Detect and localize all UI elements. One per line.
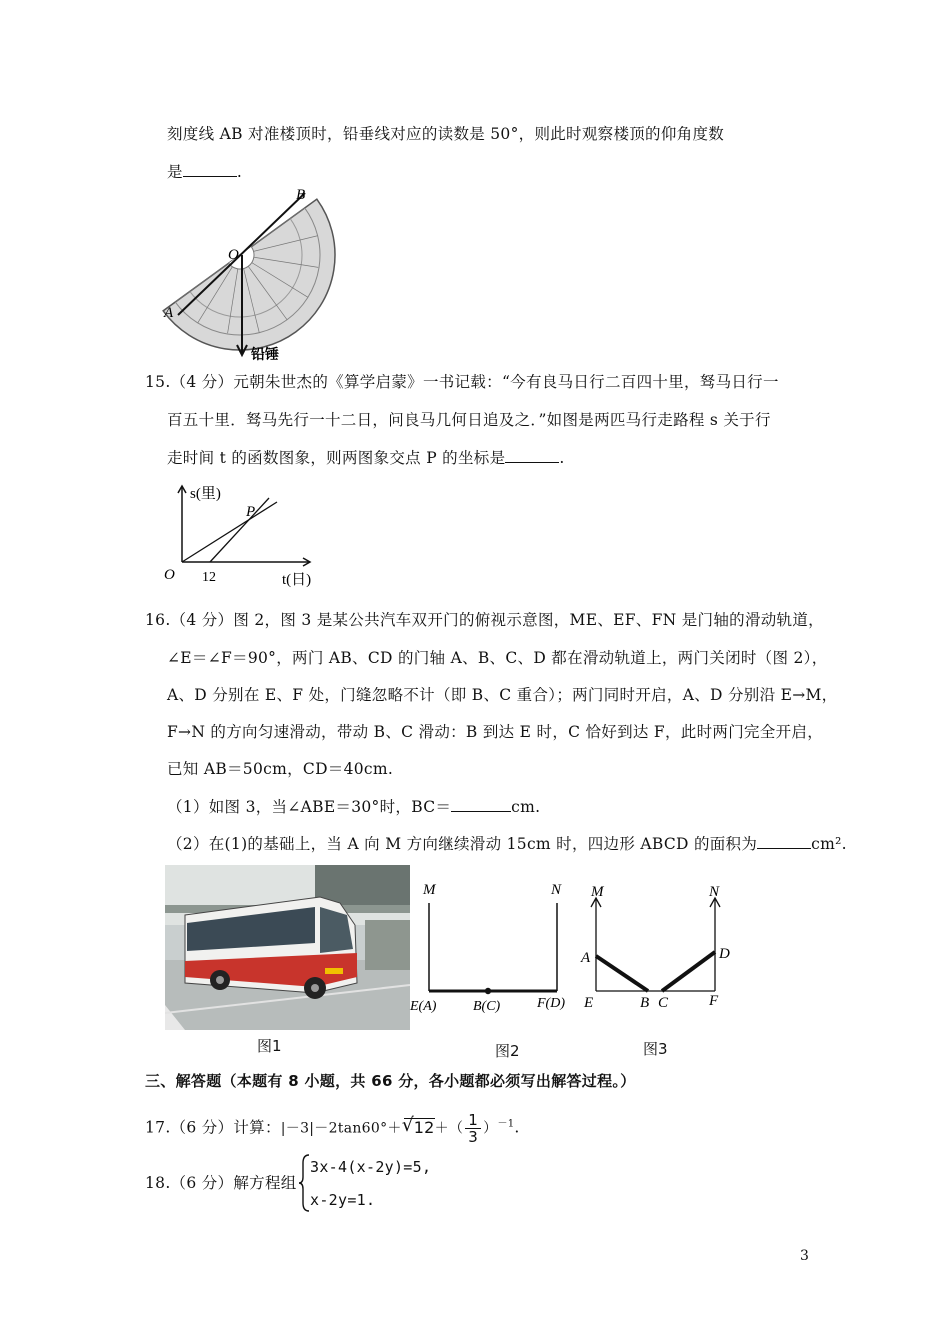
q16-text-line1: 16.（4 分）图 2，图 3 是某公共汽车双开门的俯视示意图，ME、EF、FN 是门轴的滑动轨道， <box>145 611 824 629</box>
q17-plus-paren: ＋（ <box>434 1120 464 1137</box>
q16-sub1-blank[interactable] <box>451 797 511 812</box>
fig3-B: B <box>640 995 650 1011</box>
q15-x-label: t(日) <box>282 572 312 588</box>
caption-fig1: 图1 <box>257 1037 282 1055</box>
q14-label-B: B <box>296 187 306 203</box>
q18-prefix: 18.（6 分）解方程组 <box>145 1174 297 1192</box>
bus-photo <box>165 865 410 1030</box>
figure-3-diagram <box>578 880 738 1015</box>
section-3-heading: 三、解答题（本题有 8 小题，共 66 分，各小题都必须写出解答过程。） <box>145 1072 636 1090</box>
door-CD <box>662 952 715 991</box>
q16-sub2-blank[interactable] <box>757 834 811 849</box>
q15-text-line2: 百五十里．驽马先行一十二日，问良马几何日追及之．”如图是两匹马行走路程 s 关于行 <box>167 411 771 429</box>
q17 <box>145 1112 520 1146</box>
q17-exponent: －1 <box>497 1118 515 1130</box>
q16-sub2-suffix: cm². <box>811 835 847 853</box>
fig2-M: M <box>423 882 436 898</box>
q15-y-label: s(里) <box>190 486 221 502</box>
q16-text-line5: 已知 AB＝50cm，CD＝40cm. <box>167 760 394 778</box>
fig3-E: E <box>584 995 594 1011</box>
q14-text-line2 <box>167 162 242 182</box>
q15-text-line3 <box>167 448 565 468</box>
q14-label-O: O <box>228 247 239 263</box>
q15-suffix: . <box>559 449 565 467</box>
fig2-EA: E(A) <box>410 999 437 1014</box>
q14-prefix: 是 <box>167 163 183 181</box>
fig3-D: D <box>719 946 730 962</box>
fig3-A: A <box>581 950 591 966</box>
fig3-M: M <box>591 884 604 900</box>
fig2-BC: B(C) <box>473 999 501 1014</box>
q14-suffix: . <box>236 163 243 181</box>
fig3-N: N <box>709 884 720 900</box>
sqrt-12 <box>401 1113 435 1137</box>
q17-expr: |－3|－2tan60°＋ <box>280 1120 402 1137</box>
q14-label-A: A <box>164 305 174 321</box>
q15-function-graph <box>160 478 330 590</box>
protractor-figure <box>160 185 340 365</box>
frac-num: 1 <box>465 1112 481 1129</box>
q18-eq2: x-2y=1. <box>310 1191 376 1209</box>
q17-prefix: 17.（6 分）计算： <box>145 1118 281 1137</box>
fig3-F: F <box>709 993 719 1009</box>
q15-prefix: 走时间 t 的函数图象，则两图象交点 P 的坐标是 <box>167 449 506 467</box>
fig2-FD: F(D) <box>537 996 565 1011</box>
q17-end: . <box>514 1118 520 1137</box>
q16-text-line3: A、D 分别在 E、F 处，门缝忽略不计（即 B、C 重合）；两门同时开启，A、D 分别沿 E→M， <box>167 686 838 704</box>
q17-close: ） <box>483 1120 498 1137</box>
fraction-1-3 <box>465 1112 481 1145</box>
q14-answer-blank[interactable] <box>183 162 237 177</box>
fig2-N: N <box>551 882 562 898</box>
q16-sub1 <box>167 797 540 817</box>
fast-horse-line <box>210 498 269 562</box>
caption-fig2: 图2 <box>495 1042 520 1060</box>
fig3-C: C <box>658 995 669 1011</box>
q16-sub1-prefix: （1）如图 3，当∠ABE＝30°时，BC＝ <box>167 798 452 816</box>
q15-point-P: P <box>246 504 256 520</box>
sqrt-radical-icon: √ <box>401 1113 415 1136</box>
point-BC <box>485 988 491 994</box>
q15-answer-blank[interactable] <box>505 448 559 463</box>
door-AB <box>596 956 648 991</box>
brace-icon <box>298 1153 310 1213</box>
caption-fig3: 图3 <box>643 1040 668 1058</box>
radicand: 12 <box>413 1117 435 1137</box>
q16-sub1-suffix: cm. <box>511 798 541 816</box>
slow-horse-line <box>182 502 277 562</box>
q15-text-line1: 15.（4 分）元朝朱世杰的《算学启蒙》一书记载：“今有良马日行二百四十里，驽马日行一 <box>145 373 779 391</box>
q15-tick-12: 12 <box>202 570 216 585</box>
q15-origin: O <box>164 567 175 583</box>
q16-sub2 <box>167 834 847 854</box>
q18-eq1: 3x-4(x-2y)=5, <box>310 1158 432 1176</box>
plumb-label: 铅锤 <box>251 347 279 363</box>
frac-den: 3 <box>468 1128 479 1146</box>
q14-text-line1: 刻度线 AB 对准楼顶时，铅垂线对应的读数是 50°，则此时观察楼顶的仰角度数 <box>167 125 725 143</box>
page-number: 3 <box>800 1248 810 1264</box>
figure-2-diagram <box>405 873 580 1018</box>
q16-text-line2: ∠E＝∠F＝90°，两门 AB、CD 的门轴 A、B、C、D 都在滑动轨道上，两门关闭时（图 2）， <box>167 649 828 667</box>
q16-text-line4: F→N 的方向匀速滑动，带动 B、C 滑动：B 到达 E 时，C 恰好到达 F，此时两门完全开启， <box>167 723 823 741</box>
q16-sub2-prefix: （2）在(1)的基础上，当 A 向 M 方向继续滑动 15cm 时，四边形 ABCD 的面积为 <box>167 835 758 853</box>
